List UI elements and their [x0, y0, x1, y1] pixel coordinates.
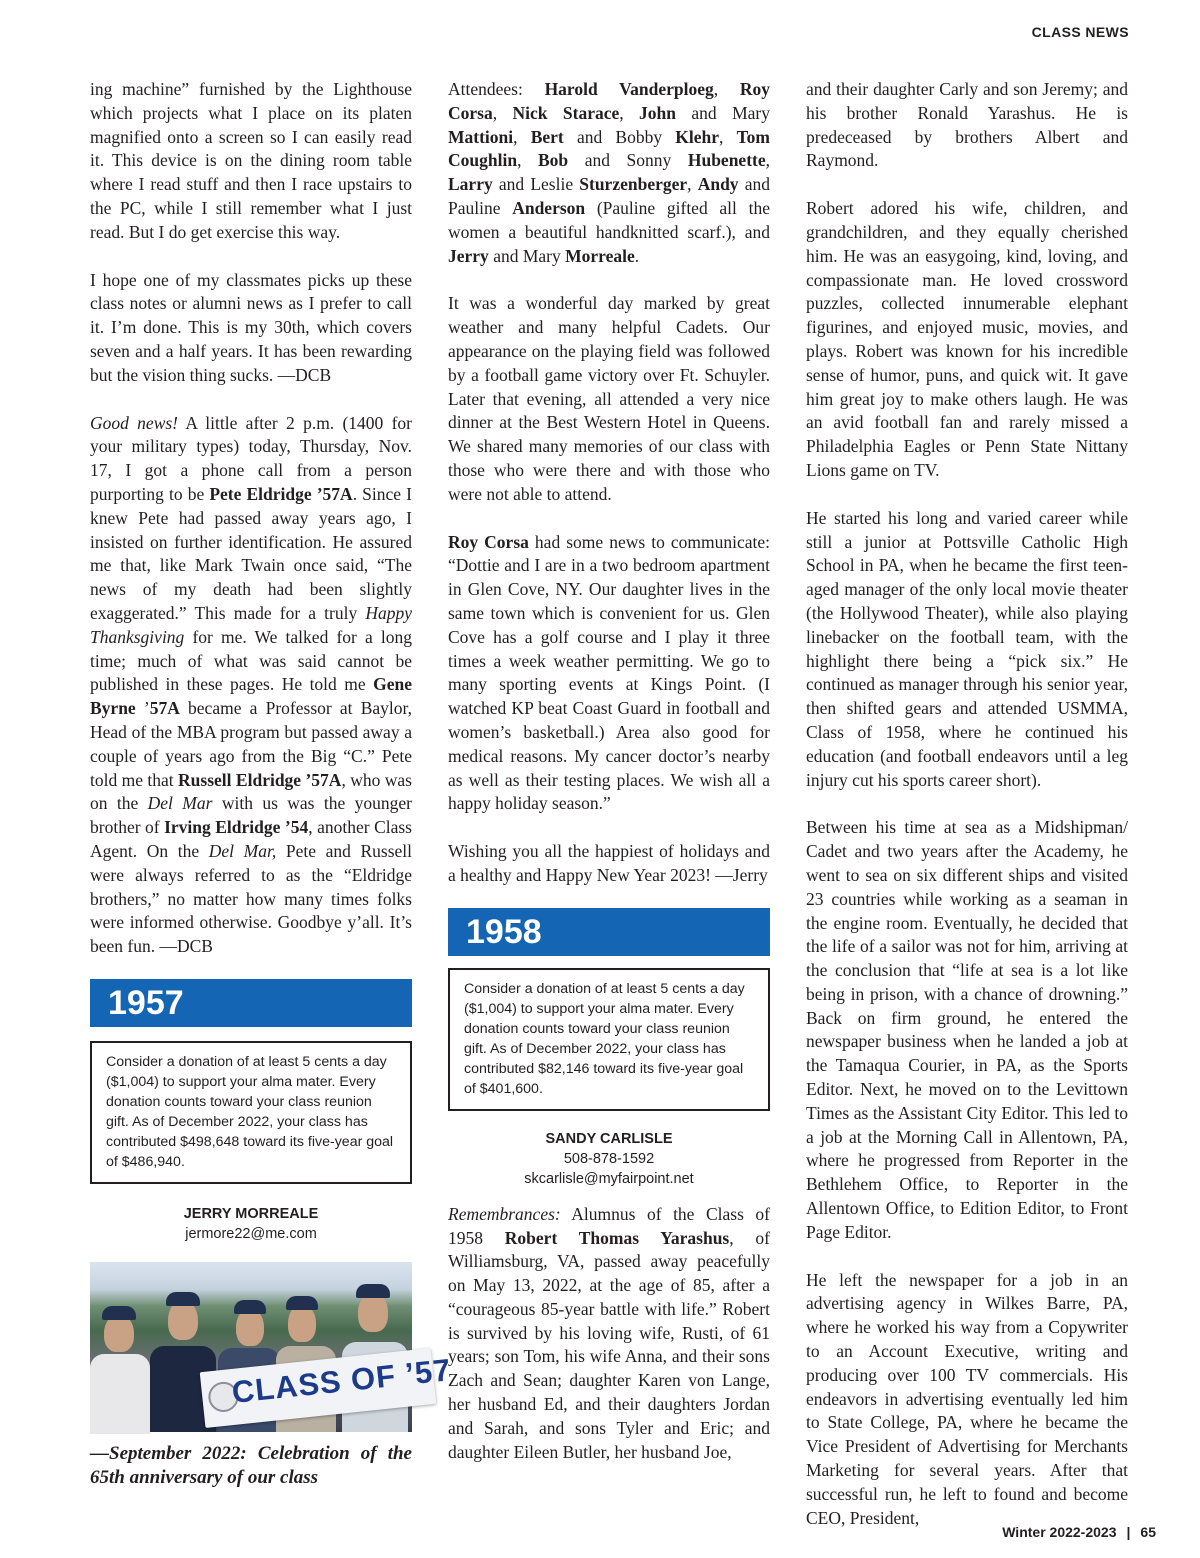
- issue-label: Winter 2022-2023: [1002, 1524, 1117, 1540]
- class-year-banner: 1958: [448, 908, 770, 956]
- paragraph: He left the newspaper for a job in an advertising agency in Wilkes Barre, PA, where he worked his way from a Copywriter to an Account Executive, writing and producing over 100 TV commercials. His endeavors in advertising eventually led him to State College, PA, where he became the Vice President of Advertising for Merchants Marketing for several years. After that successful run, he left to found and become CEO, President,: [806, 1269, 1128, 1528]
- paragraph: It was a wonderful day marked by great weather and many helpful Cadets. Our appearance on the playing field was followed by a football game victory over Ft. Schuyler. Later that evening, all attended a very nice dinner at the Best Western Hotel in Queens. We shared many memories of our class with those who were there and with those who were not able to attend.: [448, 293, 770, 504]
- paragraph: Between his time at sea as a Midshipman/ Cadet and two years after the Academy, he went to sea on six different ships and visited 23 countries while working as a seaman in the engine room. Eventually, he decided that the life of a sailor was not for him, arriving at the conclusion that “life at sea is a lot like being in prison, with a chance of drowning.” Back on firm ground, he entered the newspaper business when he landed a job at the Tamaqua Courier, in PA, as the Sports Editor. Next, he moved on to the Levittown Times as the Assistant City Editor. This led to a job at the Morning Call in Allentown, PA, where he progressed from Reporter in the Bethlehem Office, to Reporter in the Allentown Office, to Edition Editor, to Front Page Editor.: [806, 817, 1128, 1242]
- paragraph: Attendees: Harold Vanderploeg, Roy Corsa, Nick Starace, John and Mary Mattioni, Bert and Bobby Klehr, Tom Coughlin, Bob and Sonny Hubenette, Larry and Leslie Sturzenberger, Andy and Pauline Anderson (Pauline gifted all the women a beautiful handknitted scarf.), and Jerry and Mary Morreale.: [448, 79, 771, 266]
- photo-banner-text: CLASS OF ’57: [230, 1351, 454, 1410]
- paragraph: Good news! A little after 2 p.m. (1400 for your military types) today, Thursday, Nov. 17, I got a phone call from a person purporting to be Pete Eldridge ’57A. Since I knew Pete had passed away years ago, I insisted on further identification. He assured me that, like Mark Twain once said, “The news of my death had been slightly exaggerated.” This made for a truly Happy Thanksgiving for me. We talked for a long time; much of what was said cannot be published in these pages. He told me Gene Byrne ’57A became a Professor at Baylor, Head of the MBA program but passed away a couple of years ago from the Big “C.” Pete told me that Russell Eldridge ’57A, who was on the Del Mar with us was the younger brother of Irving Eldridge ’54, another Class Agent. On the Del Mar, Pete and Russell were always referred to as the “Eldridge brothers,” no matter how many times folks were informed otherwise. Goodbye y’all. It’s been fun. —DCB: [90, 412, 413, 957]
- agent-name: SANDY CARLISLE: [545, 1130, 673, 1147]
- paragraph: Wishing you all the happiest of holidays and a healthy and Happy New Year 2023! —Jerry: [448, 841, 770, 885]
- class-year-banner: 1957: [90, 979, 412, 1027]
- page-number: 65: [1140, 1524, 1156, 1540]
- footer-separator: |: [1126, 1524, 1131, 1540]
- paragraph: I hope one of my classmates picks up these class notes or alumni news as I prefer to call it. I’m done. This is my 30th, which covers seven and a half years. It has been rewarding but the vision thing sucks. —DCB: [90, 269, 412, 385]
- paragraph: Roy Corsa had some news to communicate: “Dottie and I are in a two bedroom apartment in Glen Cove, NY. Our daughter lives in the same town which is convenient for us. Glen Cove has a golf course and I play it three times a week weather permitting. We go to many sporting events at Kings Point. (I watched KP beat Coast Guard in football and women’s basketball.) Area also good for medical reasons. My cancer doctor’s nearby as well as their testing places. We wish all a happy holiday season.”: [448, 531, 770, 814]
- agent-email[interactable]: jermore22@me.com: [185, 1225, 317, 1242]
- agent-name: JERRY MORREALE: [183, 1205, 319, 1222]
- paragraph: He started his long and varied career while still a junior at Pottsville Catholic High School in PA, when he became the first teen-aged manager of the only local movie theater (the Hollywood Theater), while also playing linebacker on the football team, with the highlight there being a “pick six.” He continued as manager through his senior year, then shifted gears and attended USMMA, Class of 1958, where he continued his education (and football endeavors until a leg injury cut his sports career short).: [806, 507, 1128, 790]
- page-footer: [1002, 1524, 1156, 1540]
- paragraph: Remembrances: Alumnus of the Class of 1958 Robert Thomas Yarashus, of Williamsburg, VA, passed away peacefully on May 13, 2022, at the age of 85, after a “courageous 85-year battle with life.” Robert is survived by his loving wife, Rusti, of 61 years; son Tom, his wife Anna, and their sons Zach and Sean; daughter Karen von Lange, her husband Ed, and their daughters Jordan and Sarah, and sons Tyler and Eric; and daughter Eileen Butler, her husband Joe,: [448, 1203, 770, 1462]
- column-2: [448, 78, 770, 1488]
- agent-phone: 508-878-1592: [563, 1150, 655, 1167]
- class-agent: [90, 1204, 412, 1244]
- paragraph: Robert adored his wife, children, and grandchildren, and they equally cherished him. He was an easygoing, kind, loving, and compassionate man. He loved crossword puzzles, collected innumerable elephant figurines, and enjoyed music, movies, and plays. Robert was known for his incredible sense of humor, puns, and quick wit. It gave him great joy to make others laugh. He was an avid football fan and rarely missed a Philadelphia Eagles or Penn State Nittany Lions game on TV.: [806, 198, 1128, 480]
- photo-caption: —September 2022: Celebration of the 65th anniversary of our class: [90, 1442, 412, 1488]
- column-3: [806, 78, 1128, 1554]
- class-photo: [90, 1262, 454, 1432]
- column-1: [90, 78, 454, 1490]
- section-header: CLASS NEWS: [1031, 24, 1129, 40]
- agent-email[interactable]: skcarlisle@myfairpoint.net: [524, 1170, 694, 1187]
- donation-box: Consider a donation of at least 5 cents a day ($1,004) to support your alma mater. Every donation counts toward your class reunion gift. As of December 2022, your class has contributed $498,648 toward its five-year goal of $486,940.: [90, 1041, 412, 1184]
- paragraph: ing machine” furnished by the Lighthouse which projects what I place on its platen magnified onto a screen so I can easily read it. This device is on the dining room table where I read stuff and then I race upstairs to the PC, while I still remember what I just read. But I do get exercise this way.: [90, 79, 412, 242]
- class-agent: [448, 1129, 770, 1189]
- paragraph: and their daughter Carly and son Jeremy; and his brother Ronald Yarashus. He is predeceased by brothers Albert and Raymond.: [806, 79, 1128, 171]
- donation-box: Consider a donation of at least 5 cents a day ($1,004) to support your alma mater. Every donation counts toward your class reunion gift. As of December 2022, your class has contributed $82,146 toward its five-year goal of $401,600.: [448, 968, 770, 1111]
